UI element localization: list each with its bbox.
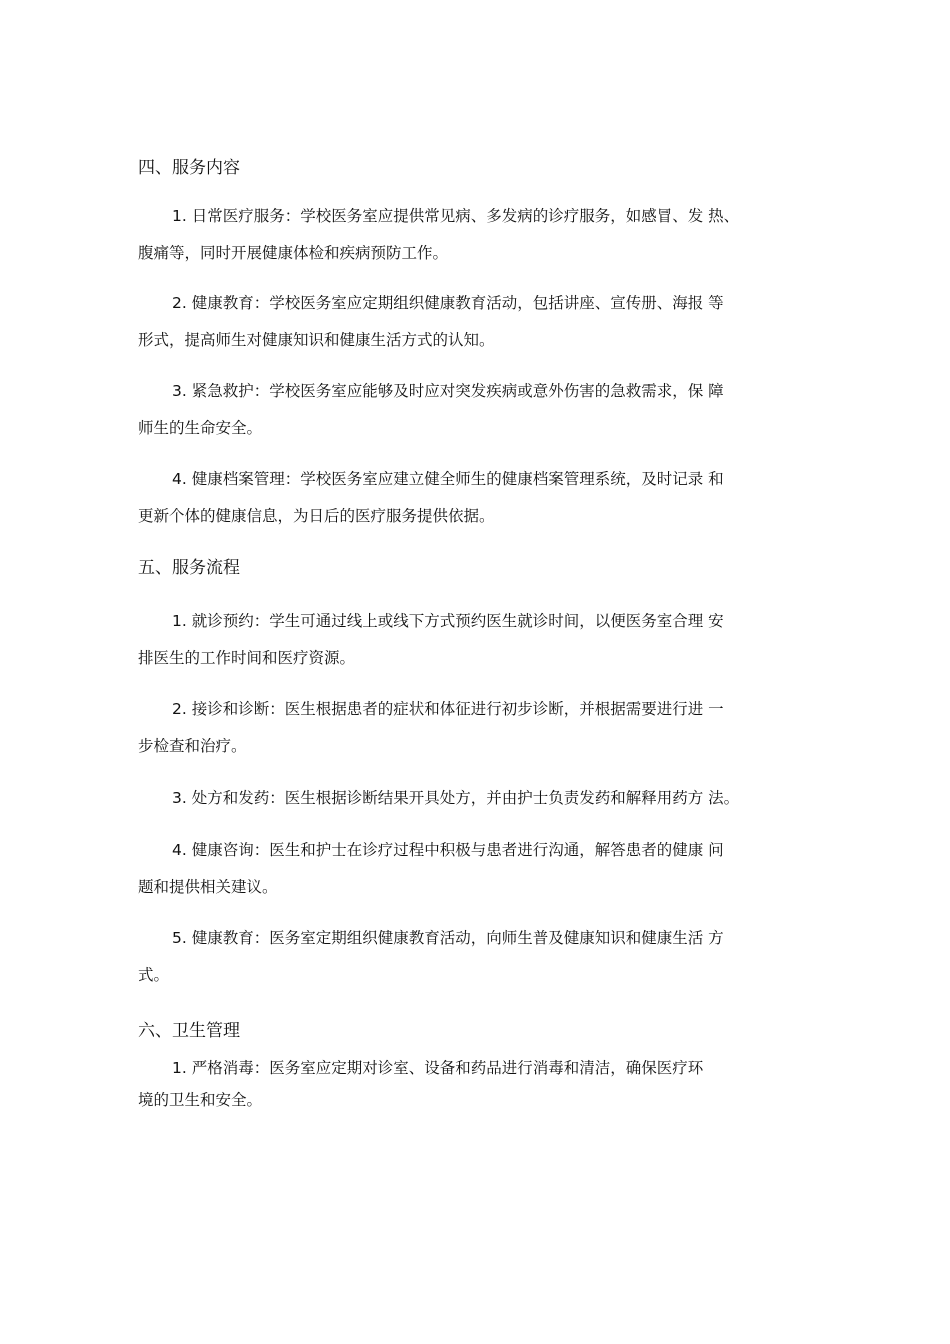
paragraph-line: 式。 [138,966,170,984]
paragraph-line: 境的卫生和安全。 [138,1091,263,1109]
paragraph-line: 1. 严格消毒：医务室应定期对诊室、设备和药品进行消毒和清洁，确保医疗环 [172,1059,704,1077]
paragraph-line: 2. 接诊和诊断：医生根据患者的症状和体征进行初步诊断，并根据需要进行进 一 [172,700,724,718]
paragraph-disinfection [138,1052,823,1116]
paragraph-line: 5. 健康教育：医务室定期组织健康教育活动，向师生普及健康知识和健康生活 方 [172,929,724,947]
paragraph-line: 更新个体的健康信息，为日后的医疗服务提供依据。 [138,507,495,525]
paragraph-health-education-2 [138,920,823,994]
paragraph-line: 4. 健康咨询：医生和护士在诊疗过程中积极与患者进行沟通，解答患者的健康 问 [172,841,724,859]
paragraph-line: 腹痛等，同时开展健康体检和疾病预防工作。 [138,244,449,262]
section-heading-service-content: 四、服务内容 [138,158,240,178]
paragraph-line: 4. 健康档案管理：学校医务室应建立健全师生的健康档案管理系统，及时记录 和 [172,470,724,488]
paragraph-line: 1. 日常医疗服务：学校医务室应提供常见病、多发病的诊疗服务，如感冒、发 热、 [172,207,740,225]
paragraph-line: 2. 健康教育：学校医务室应定期组织健康教育活动，包括讲座、宣传册、海报 等 [172,294,724,312]
paragraph-line: 步检查和治疗。 [138,737,247,755]
section-heading-service-process: 五、服务流程 [138,558,240,578]
section-heading-hygiene-management: 六、卫生管理 [138,1021,240,1041]
paragraph-health-records [138,461,823,535]
paragraph-daily-medical-service [138,198,823,272]
paragraph-appointment [138,603,823,677]
paragraph-diagnosis [138,691,823,765]
paragraph-line: 师生的生命安全。 [138,419,263,437]
paragraph-emergency-rescue [138,373,823,447]
paragraph-line: 题和提供相关建议。 [138,878,278,896]
paragraph-prescription [138,780,823,817]
paragraph-health-education [138,285,823,359]
paragraph-line: 3. 处方和发药：医生根据诊断结果开具处方，并由护士负责发药和解释用药方 法。 [172,789,740,807]
paragraph-line: 排医生的工作时间和医疗资源。 [138,649,356,667]
paragraph-health-consultation [138,832,823,906]
paragraph-line: 3. 紧急救护：学校医务室应能够及时应对突发疾病或意外伤害的急救需求，保 障 [172,382,724,400]
paragraph-line: 1. 就诊预约：学生可通过线上或线下方式预约医生就诊时间，以便医务室合理 安 [172,612,724,630]
paragraph-line: 形式，提高师生对健康知识和健康生活方式的认知。 [138,331,495,349]
